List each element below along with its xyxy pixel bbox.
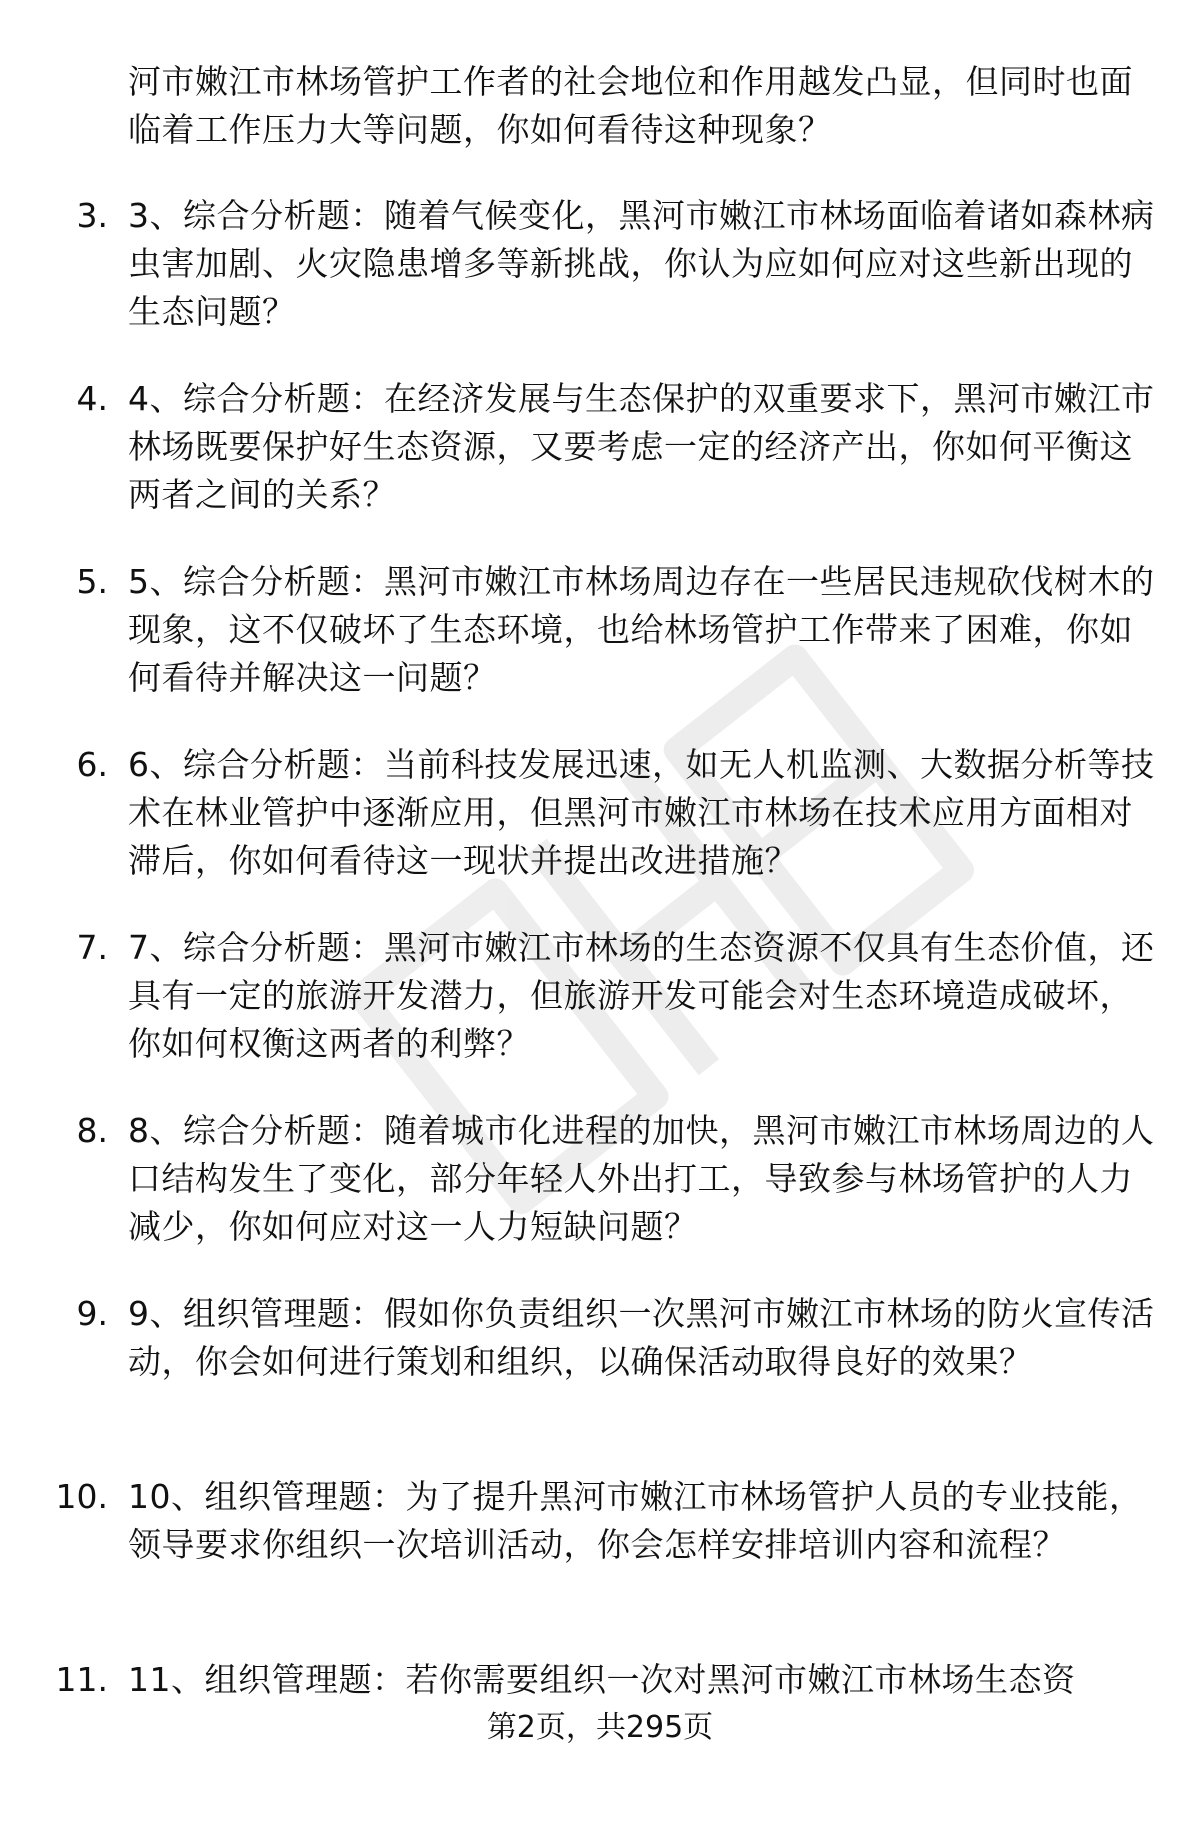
question-item: [0, 741, 1200, 924]
lead-paragraph: 河市嫩江市林场管护工作者的社会地位和作用越发凸显，但同时也面临着工作压力大等问题，你如何看待这种现象？: [128, 62, 1133, 149]
page-footer: 第2页，共295页: [486, 1710, 714, 1745]
question-text: 4、综合分析题：在经济发展与生态保护的双重要求下，黑河市嫩江市林场既要保护好生态资源，又要考虑一定的经济产出，你如何平衡这两者之间的关系？: [128, 379, 1155, 514]
question-item: [0, 924, 1200, 1107]
question-list: [0, 192, 1200, 1839]
question-number: 8.: [76, 1111, 108, 1150]
question-number: 9.: [76, 1294, 108, 1333]
question-text: 5、综合分析题：黑河市嫩江市林场周边存在一些居民违规砍伐树木的现象，这不仅破坏了生态环境，也给林场管护工作带来了困难，你如何看待并解决这一问题？: [128, 562, 1155, 697]
question-item: [0, 375, 1200, 558]
question-text: 10、组织管理题：为了提升黑河市嫩江市林场管护人员的专业技能，领导要求你组织一次培训活动，你会怎样安排培训内容和流程？: [128, 1477, 1143, 1564]
question-text: 8、综合分析题：随着城市化进程的加快，黑河市嫩江市林场周边的人口结构发生了变化，部分年轻人外出打工，导致参与林场管护的人力减少，你如何应对这一人力短缺问题？: [128, 1111, 1155, 1246]
question-item: [0, 1107, 1200, 1290]
question-number: 6.: [76, 745, 108, 784]
question-item: [0, 1473, 1200, 1656]
question-number: 4.: [76, 379, 108, 418]
question-number: 11.: [55, 1660, 108, 1699]
question-text: 7、综合分析题：黑河市嫩江市林场的生态资源不仅具有生态价值，还具有一定的旅游开发潜力，但旅游开发可能会对生态环境造成破坏，你如何权衡这两者的利弊？: [128, 928, 1155, 1063]
question-number: 3.: [76, 196, 108, 235]
question-text: 3、综合分析题：随着气候变化，黑河市嫩江市林场面临着诸如森林病虫害加剧、火灾隐患增多等新挑战，你认为应如何应对这些新出现的生态问题？: [128, 196, 1155, 331]
question-item: [0, 558, 1200, 741]
question-number: 7.: [76, 928, 108, 967]
question-number: 10.: [55, 1477, 108, 1516]
question-item: [0, 1290, 1200, 1473]
question-text: 6、综合分析题：当前科技发展迅速，如无人机监测、大数据分析等技术在林业管护中逐渐应用，但黑河市嫩江市林场在技术应用方面相对滞后，你如何看待这一现状并提出改进措施？: [128, 745, 1155, 880]
question-text: 9、组织管理题：假如你负责组织一次黑河市嫩江市林场的防火宣传活动，你会如何进行策划和组织，以确保活动取得良好的效果？: [128, 1294, 1155, 1381]
question-number: 5.: [76, 562, 108, 601]
question-text: 11、组织管理题：若你需要组织一次对黑河市嫩江市林场生态资: [128, 1660, 1076, 1699]
question-item: [0, 192, 1200, 375]
